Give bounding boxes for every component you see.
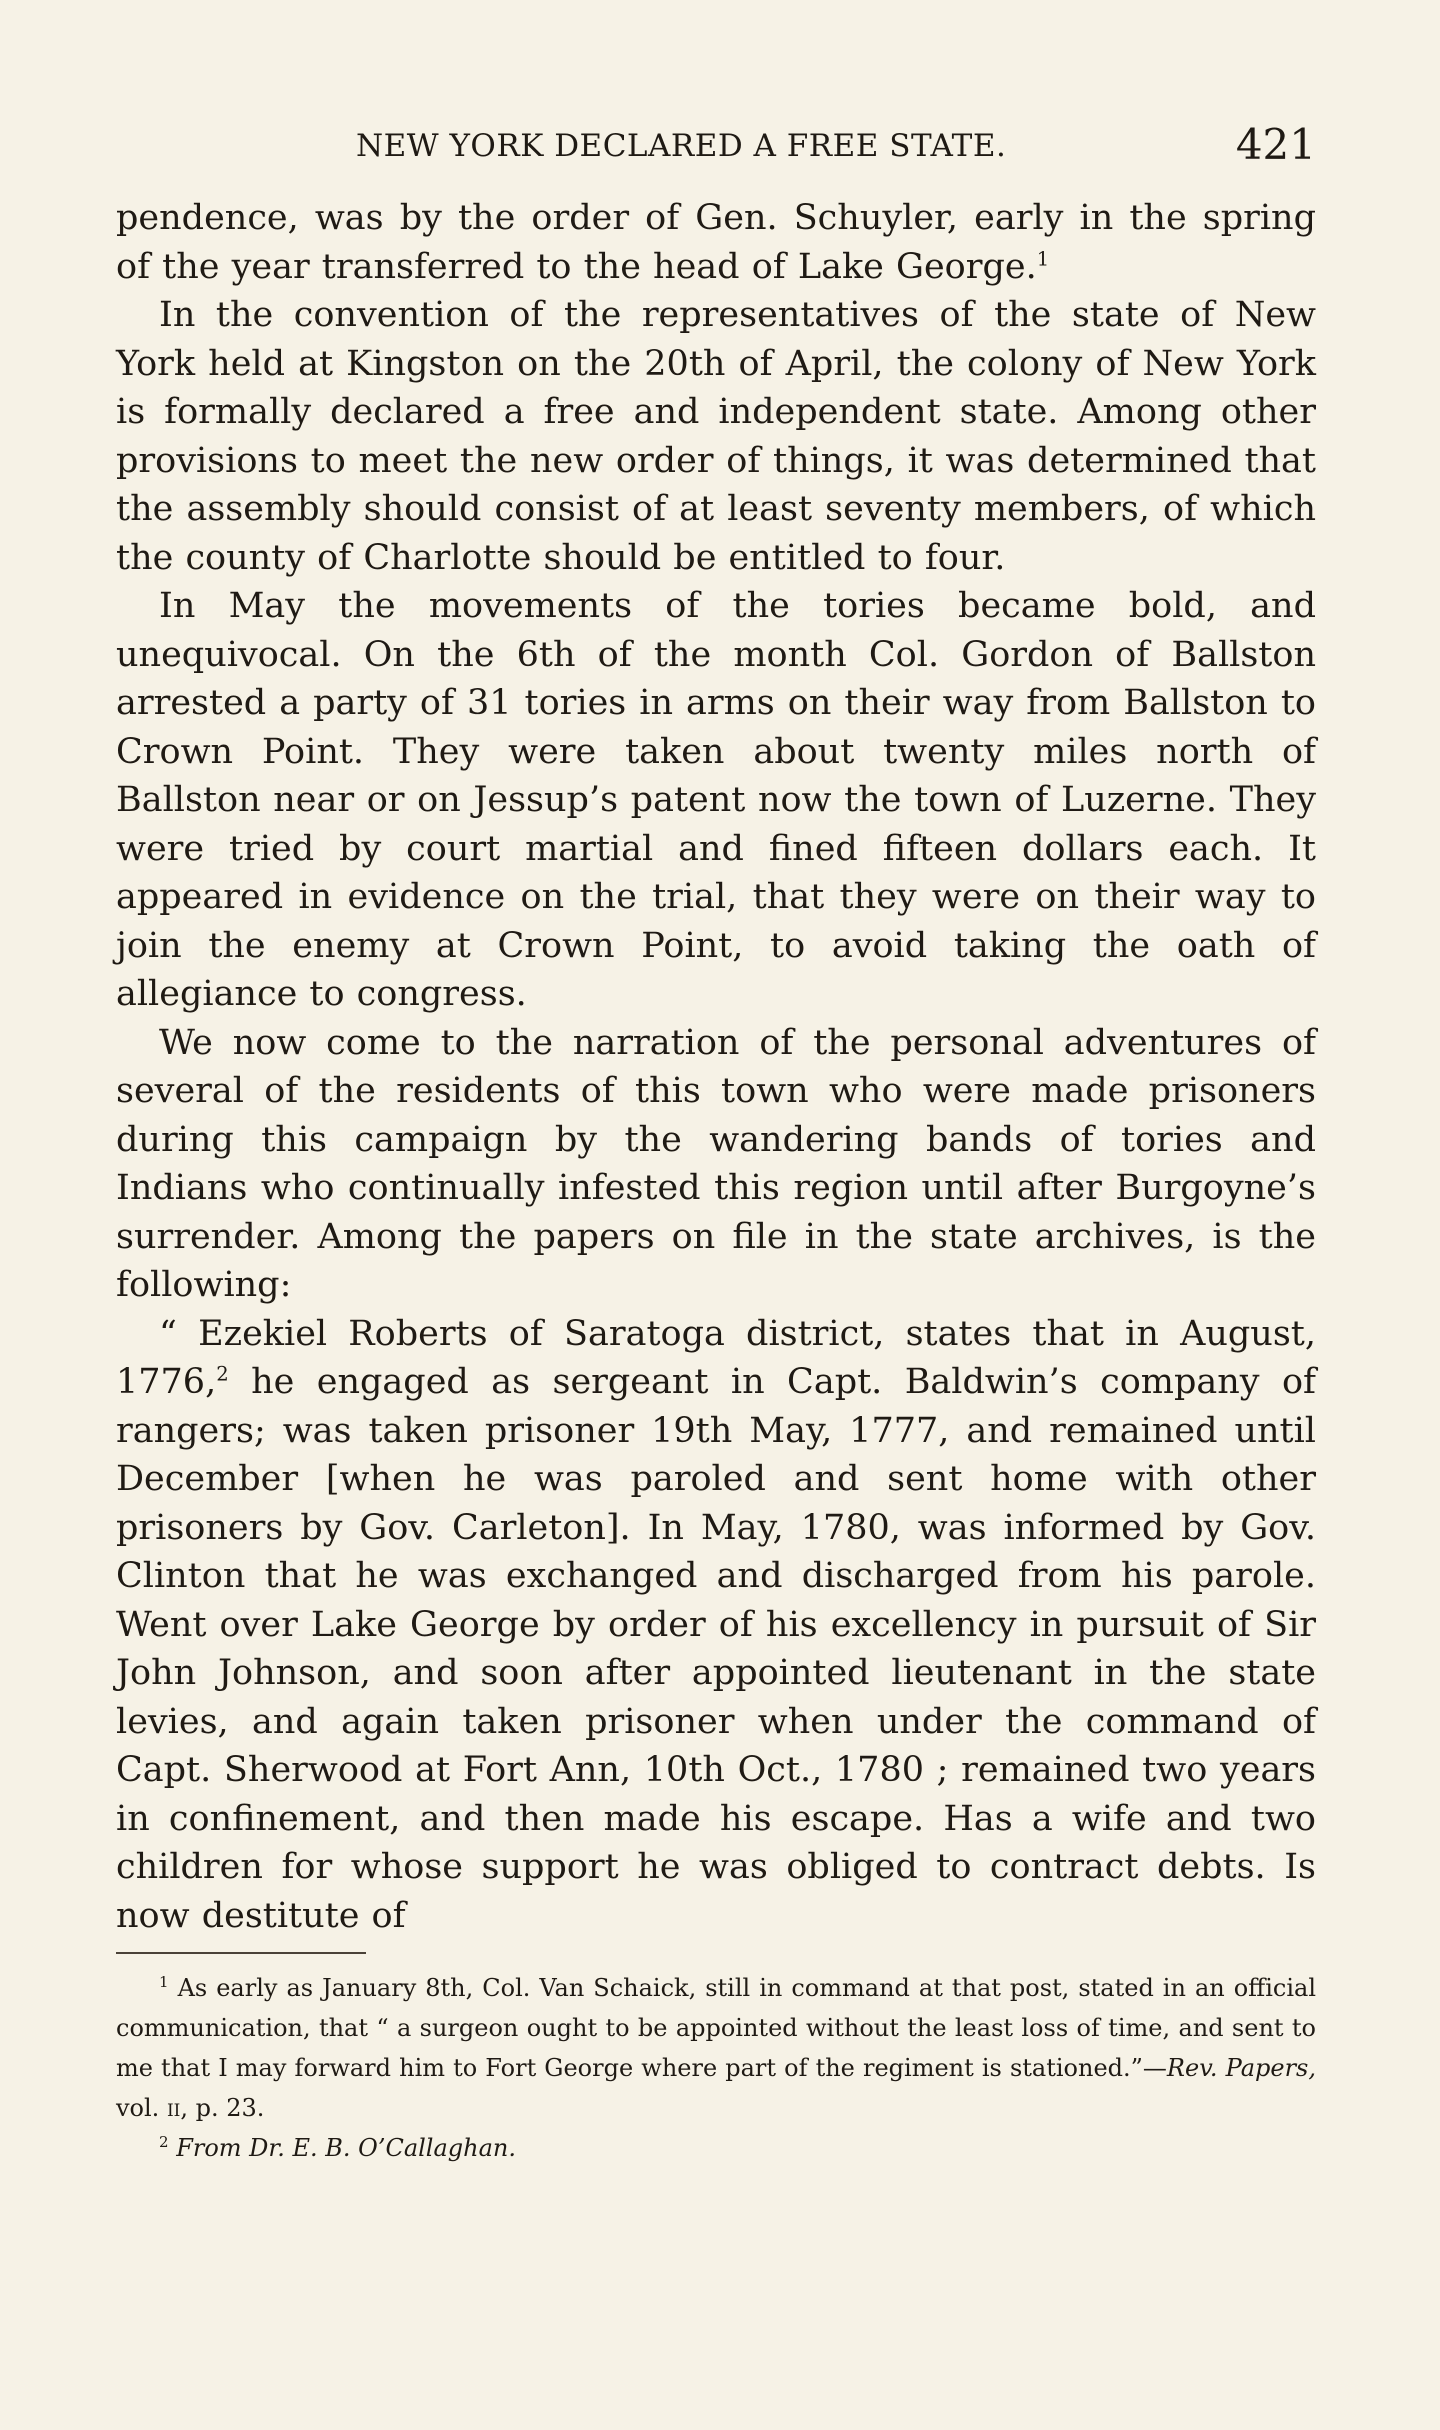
book-page — [116, 120, 1316, 2168]
running-title: NEW YORK DECLARED A FREE STATE. — [356, 128, 1007, 164]
footnote-1-citation-volume: ii — [166, 2094, 181, 2122]
footnote-ref-1: 1 — [1036, 246, 1050, 270]
paragraph-1 — [116, 194, 1316, 291]
paragraph-4: We now come to the narration of the personal adventures of several of the residents of this town who were made prisoners during this campaign by the wandering bands of tories and Indians who continually infested this region until after Burgoyne’s surrender. Among the papers on file in the state archives, is the following: — [116, 1022, 1316, 1305]
paragraph-2: In the convention of the representatives of the state of New York held at Kingston on the 20th of April, the colony of New York is formally declared a free and independent state. Among other provisions to meet the new order of things, it was determined that the assembly should consist of at least seventy members, of which the county of Charlotte should be entitled to four. — [116, 295, 1316, 578]
footnote-1-citation-page: , p. 23. — [180, 2094, 265, 2122]
footnote-1-citation-volume-label: vol. — [116, 2094, 167, 2122]
paragraph-5-text-start: “ Ezekiel Roberts of Saratoga district, states that in August, 1776, — [116, 1313, 1316, 1402]
page-number: 421 — [1235, 120, 1316, 169]
footnote-2-mark: 2 — [159, 2133, 169, 2151]
paragraph-5 — [116, 1310, 1316, 1941]
footnotes — [116, 1968, 1316, 2168]
footnote-1-text: As early as January 8th, Col. Van Schaick, still in command at that post, stated in an official communication, that “ a surgeon ought to be appointed without the least loss of time, and sent to me that I may forward him to Fort George where part of the regiment is stationed.”— — [116, 1974, 1316, 2082]
paragraph-3: In May the movements of the tories became bold, and unequivocal. On the 6th of the month Col. Gordon of Ballston arrested a party of 31 tories in arms on their way from Ballston to Crown Point. They were taken about twenty miles north of Ballston near or on Jessup’s patent now the town of Luzerne. They were tried by court martial and fined fifteen dollars each. It appeared in evidence on the trial, that they were on their way to join the enemy at Crown Point, to avoid taking the oath of allegiance to congress. — [116, 586, 1316, 1014]
footnote-divider — [116, 1952, 366, 1954]
paragraph-5-text-end: he engaged as sergeant in Capt. Baldwin’s company of rangers; was taken prisoner 19th May, 1777, and remained until December [when he was paroled and sent home with other prisoners by Gov. Carleton]. In May, 1780, was informed by Gov. Clinton that he was exchanged and discharged from his parole. Went over Lake George by order of his excellency in pursuit of Sir John Johnson, and soon after appointed lieutenant in the state levies, and again taken prisoner when under the command of Capt. Sherwood at Fort Ann, 10th Oct., 1780 ; remained two years in confinement, and then made his escape. Has a wife and two children for whose support he was obliged to contract debts. Is now destitute of — [116, 1362, 1316, 1936]
paragraph-1-text: pendence, was by the order of Gen. Schuyler, early in the spring of the year transferred to the head of Lake George. — [116, 198, 1316, 287]
footnote-1-citation-title: Rev. Papers, — [1166, 2054, 1316, 2082]
footnote-1-mark: 1 — [159, 1973, 169, 1991]
footnote-1 — [116, 1968, 1316, 2128]
footnote-2 — [116, 2128, 1316, 2168]
footnote-2-text: From Dr. E. B. O’Callaghan. — [176, 2134, 517, 2162]
footnote-ref-2: 2 — [216, 1362, 229, 1386]
body-text — [116, 194, 1316, 1940]
running-head — [116, 120, 1316, 192]
